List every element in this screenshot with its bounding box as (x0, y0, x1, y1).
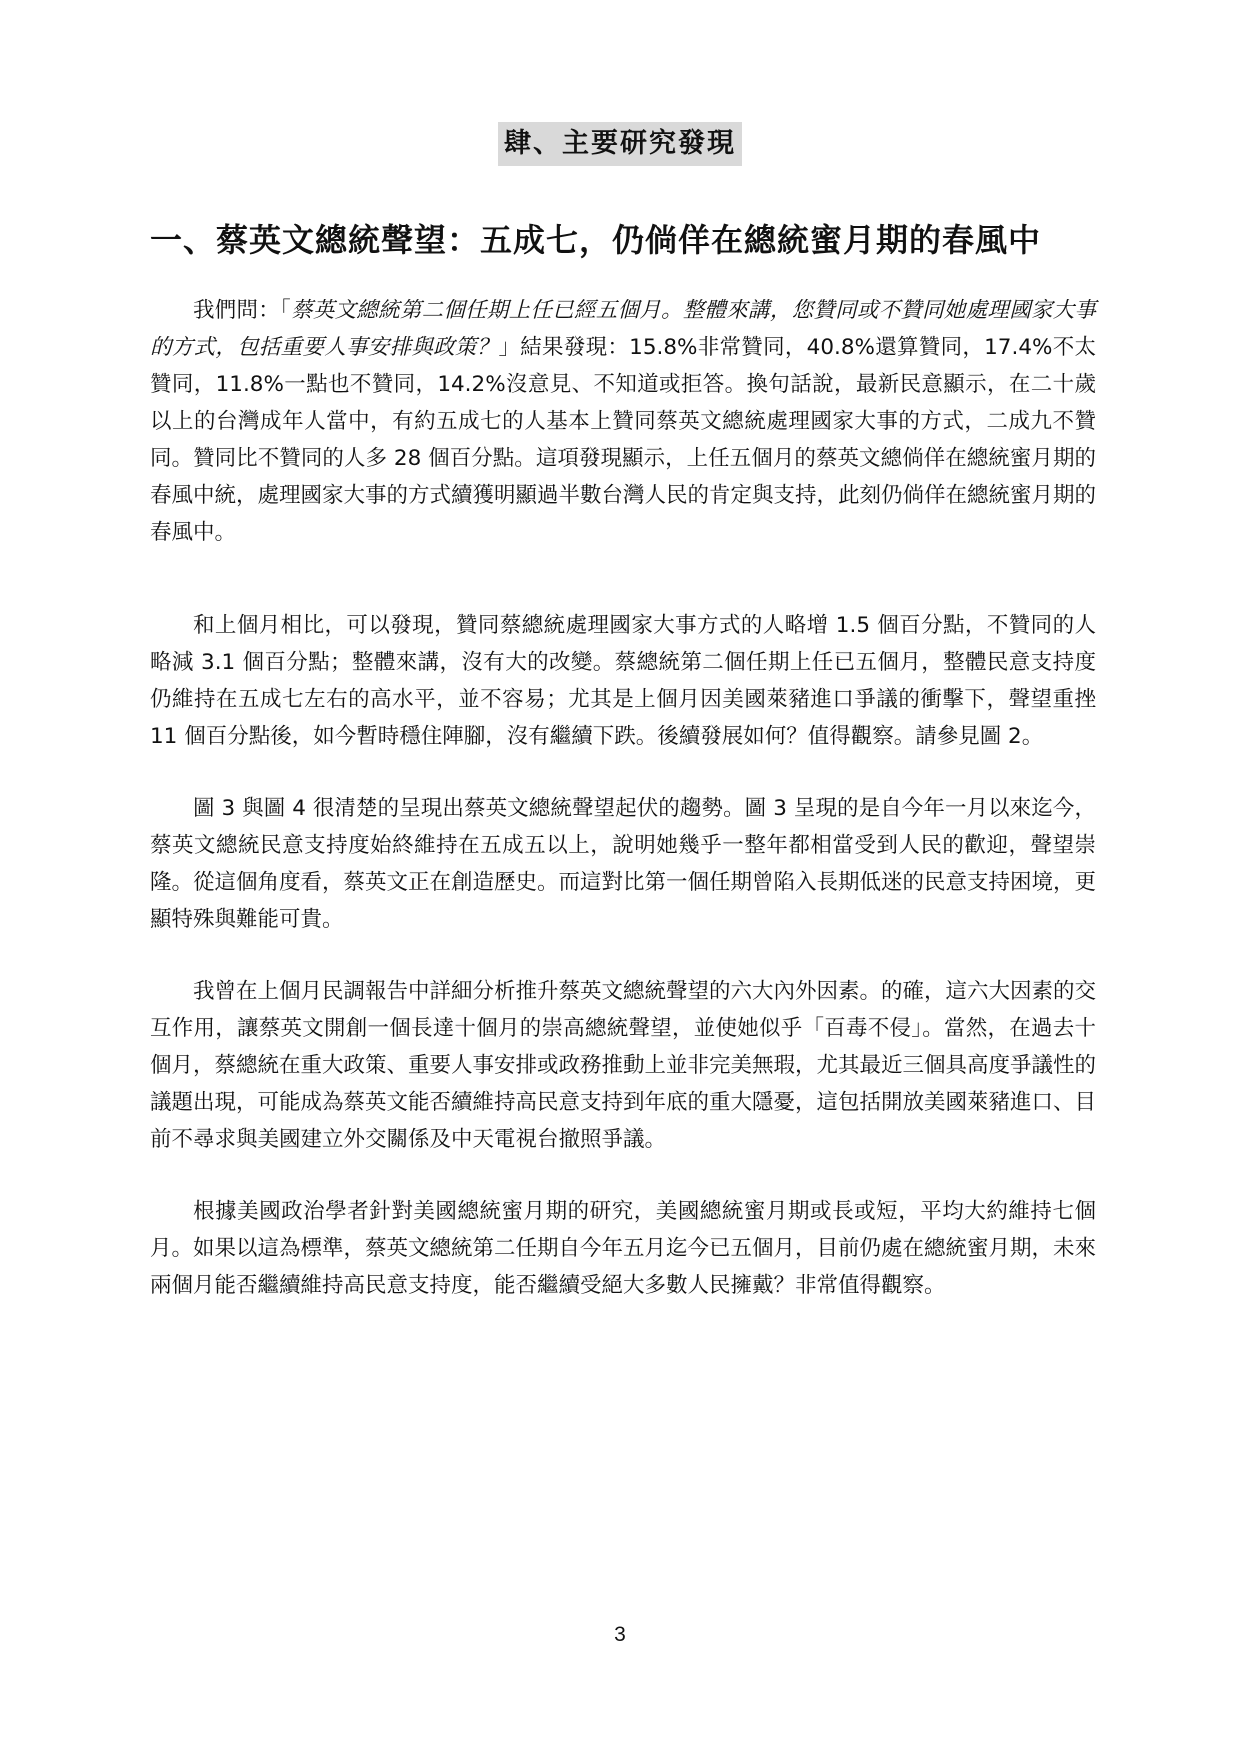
section-title: 一、蔡英文總統聲望：五成七，仍倘佯在總統蜜月期的春風中 (150, 221, 1042, 259)
paragraph-approval-result (150, 292, 1096, 551)
chapter-heading-wrapper (0, 122, 1240, 166)
survey-question: 蔡英文總統第二個任期上任已經五個月。整體來講，您贊同或不贊同她處理國家大事的方式，包括重要人事安排與政策？ (150, 298, 1096, 360)
result-text: 」結果發現：15.8%非常贊同，40.8%還算贊同，17.4%不太贊同，11.8%一點也不贊同，14.2%沒意見、不知道或拒答。換句話說，最新民意顯示，在二十歲以上的台灣成年人當中，有約五成七的人基本上贊同蔡英文總統處理國家大事的方式，二成九不贊同。贊同比不贊同的人多 28 個百分點。這項發現顯示，上任五個月的蔡英文總倘佯在總統蜜月期的春風中統，處理國家大事的方式續獲明顯過半數台灣人民的肯定與支持，此刻仍倘佯在總統蜜月期的春風中。 (150, 335, 1097, 545)
page-number: 3 (614, 1623, 626, 1646)
question-lead: 我們問：「 (193, 298, 292, 323)
paragraph-honeymoon: 根據美國政治學者針對美國總統蜜月期的研究，美國總統蜜月期或長或短，平均大約維持七個月。如果以這為標準，蔡英文總統第二任期自今年五月迄今已五個月，目前仍處在總統蜜月期，未來兩個月能否繼續維持高民意支持度，能否繼續受絕大多數人民擁戴？非常值得觀察。 (150, 1199, 1097, 1298)
paragraph-factors: 我曾在上個月民調報告中詳細分析推升蔡英文總統聲望的六大內外因素。的確，這六大因素的交互作用，讓蔡英文開創一個長達十個月的崇高總統聲望，並使她似乎「百毒不侵」。當然，在過去十個月，蔡總統在重大政策、重要人事安排或政務推動上並非完美無瑕，尤其最近三個具高度爭議性的議題出現，可能成為蔡英文能否續維持高民意支持到年底的重大隱憂，這包括開放美國萊豬進口、目前不尋求與美國建立外交關係及中天電視台撤照爭議。 (150, 979, 1097, 1152)
chapter-title: 肆、主要研究發現 (498, 122, 742, 166)
paragraph-trend: 圖 3 與圖 4 很清楚的呈現出蔡英文總統聲望起伏的趨勢。圖 3 呈現的是自今年一月以來迄今，蔡英文總統民意支持度始終維持在五成五以上，說明她幾乎一整年都相當受到人民的歡迎，聲望崇隆。從這個角度看，蔡英文正在創造歷史。而這對比第一個任期曾陷入長期低迷的民意支持困境，更顯特殊與難能可貴。 (150, 796, 1097, 932)
paragraph-monthly-comparison: 和上個月相比，可以發現，贊同蔡總統處理國家大事方式的人略增 1.5 個百分點，不贊同的人略減 3.1 個百分點；整體來講，沒有大的改變。蔡總統第二個任期上任已五個月，整體民意支持度仍維持在五成七左右的高水平，並不容易；尤其是上個月因美國萊豬進口爭議的衝擊下，聲望重挫 11 個百分點後，如今暫時穩住陣腳，沒有繼續下跌。後續發展如何？值得觀察。請參見圖 2。 (150, 613, 1096, 749)
body-text (150, 292, 1096, 1304)
